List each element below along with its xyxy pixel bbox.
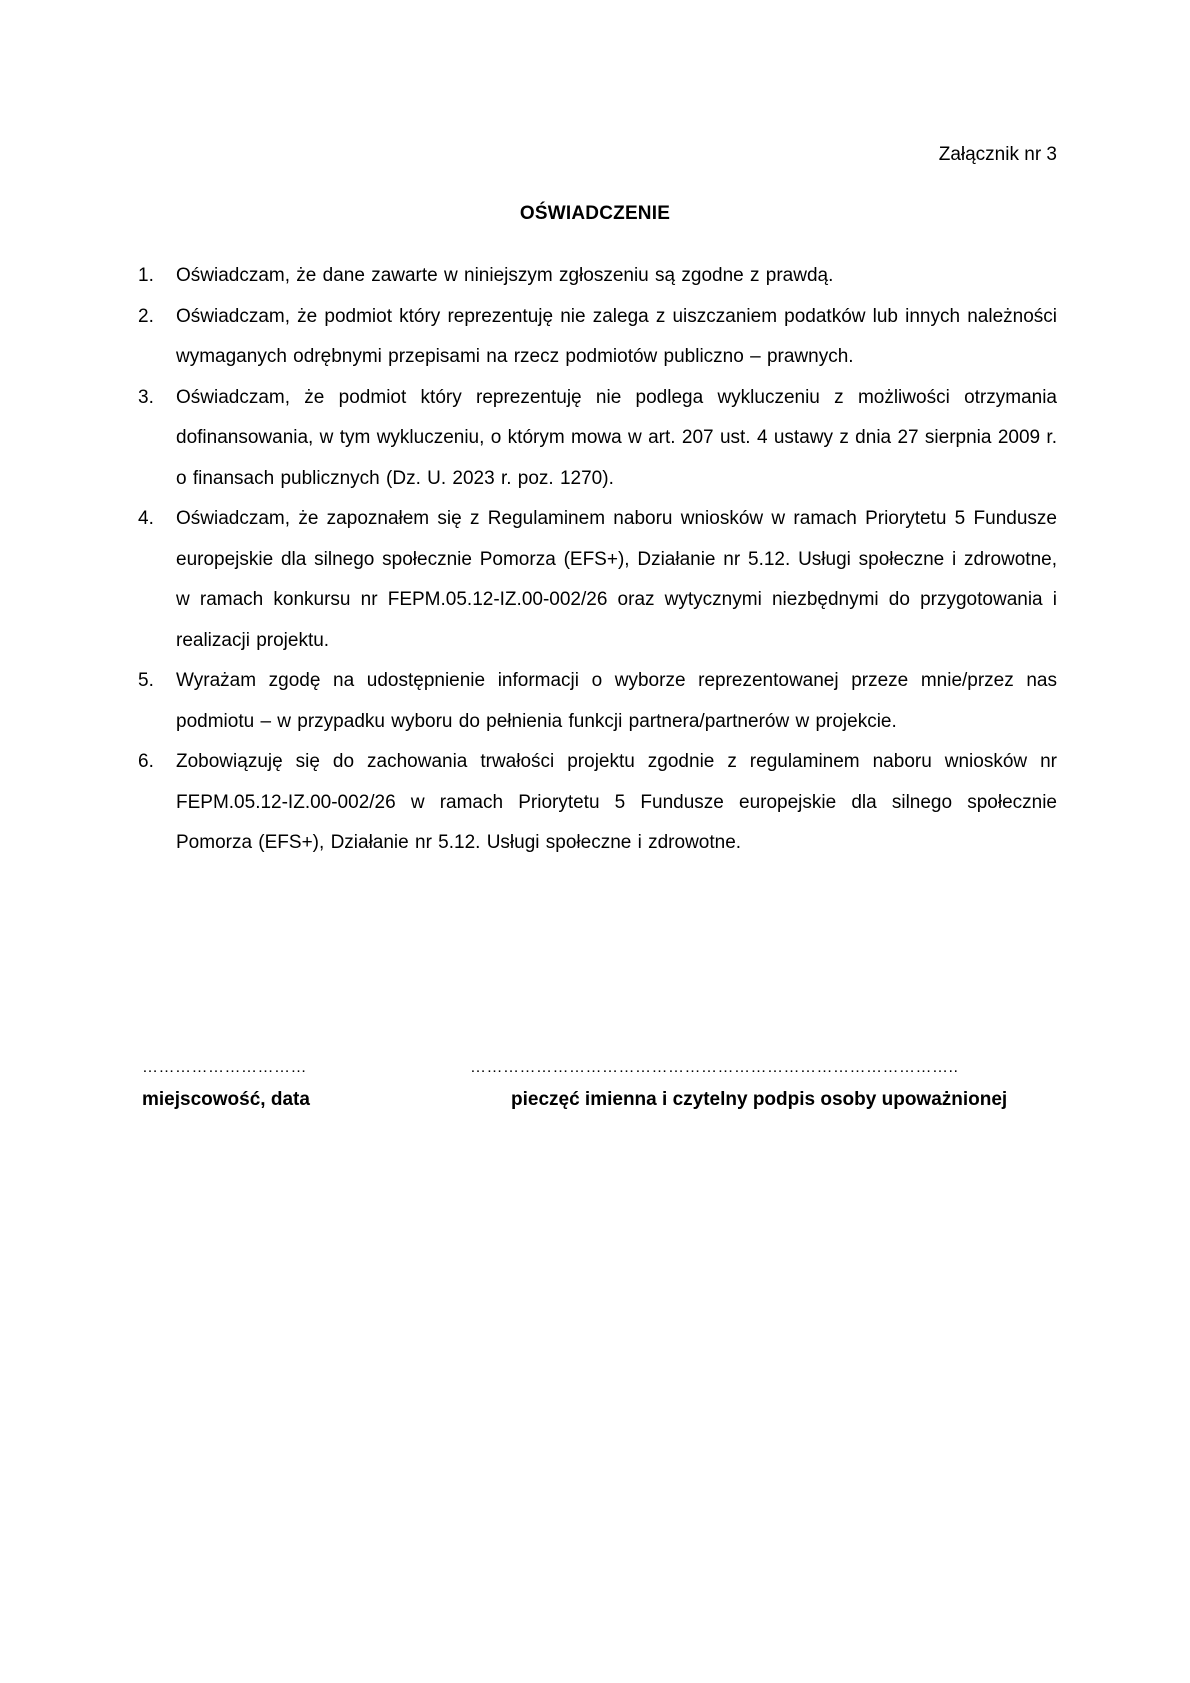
declaration-number: 5. [138, 670, 154, 691]
declaration-text: Zobowiązuję się do zachowania trwałości projektu zgodnie z regulaminem naboru wniosków nr FEPM.05.12-IZ.00-002/26 w ramach Priorytetu 5 Fundusze europejskie dla silnego społecznie Pomorza (EFS+), Działanie nr 5.12. Usługi społeczne i zdrowotne. [176, 751, 1057, 853]
declaration-text: Oświadczam, że zapoznałem się z Regulaminem naboru wniosków w ramach Priorytetu 5 Fundusze europejskie dla silnego społecznie Pomorza (EFS+), Działanie nr 5.12. Usługi społeczne i zdrowotne, w ramach konkursu nr FEPM.05.12-IZ.00-002/26 oraz wytycznymi niezbędnymi do przygotowania i realizacji projektu. [176, 508, 1057, 651]
declaration-number: 1. [138, 265, 154, 286]
declaration-number: 4. [138, 508, 154, 529]
declaration-item [138, 499, 1057, 661]
declarations-list [138, 256, 1057, 864]
declaration-item [138, 297, 1057, 378]
declaration-text: Wyrażam zgodę na udostępnienie informacji o wyborze reprezentowanej przeze mnie/przez nas podmiotu – w przypadku wyboru do pełnienia funkcji partnera/partnerów w projekcie. [176, 670, 1057, 732]
declaration-number: 3. [138, 386, 154, 408]
declaration-item [138, 378, 1057, 500]
place-date-label: miejscowość, data [142, 1089, 310, 1110]
declaration-text: Oświadczam, że podmiot który reprezentuję nie podlega wykluczeniu z możliwości otrzymania dofinansowania, w tym wykluczeniu, o którym mowa w art. 207 ust. 4 ustawy z dnia 27 sierpnia 2009 r. o finansach publicznych (Dz. U. 2023 r. poz. 1270). [176, 386, 1057, 489]
declaration-text: Oświadczam, że podmiot który reprezentuję nie zalega z uiszczaniem podatków lub innych należności wymaganych odrębnymi przepisami na rzecz podmiotów publiczno – prawnych. [176, 305, 1057, 367]
signature-line: …………………………………………………………………………….. [470, 1059, 959, 1076]
declaration-number: 2. [138, 305, 154, 327]
declaration-item [138, 661, 1057, 742]
signature-label: pieczęć imienna i czytelny podpis osoby upoważnionej [511, 1089, 1008, 1110]
declaration-item [138, 742, 1057, 864]
declaration-number: 6. [138, 751, 154, 772]
document-title: OŚWIADCZENIE [519, 203, 671, 224]
declaration-text: Oświadczam, że dane zawarte w niniejszym zgłoszeniu są zgodne z prawdą. [176, 265, 834, 286]
place-date-line: ………………………… [142, 1059, 307, 1076]
annex-label: Załącznik nr 3 [938, 144, 1057, 165]
declaration-item [138, 256, 1057, 297]
